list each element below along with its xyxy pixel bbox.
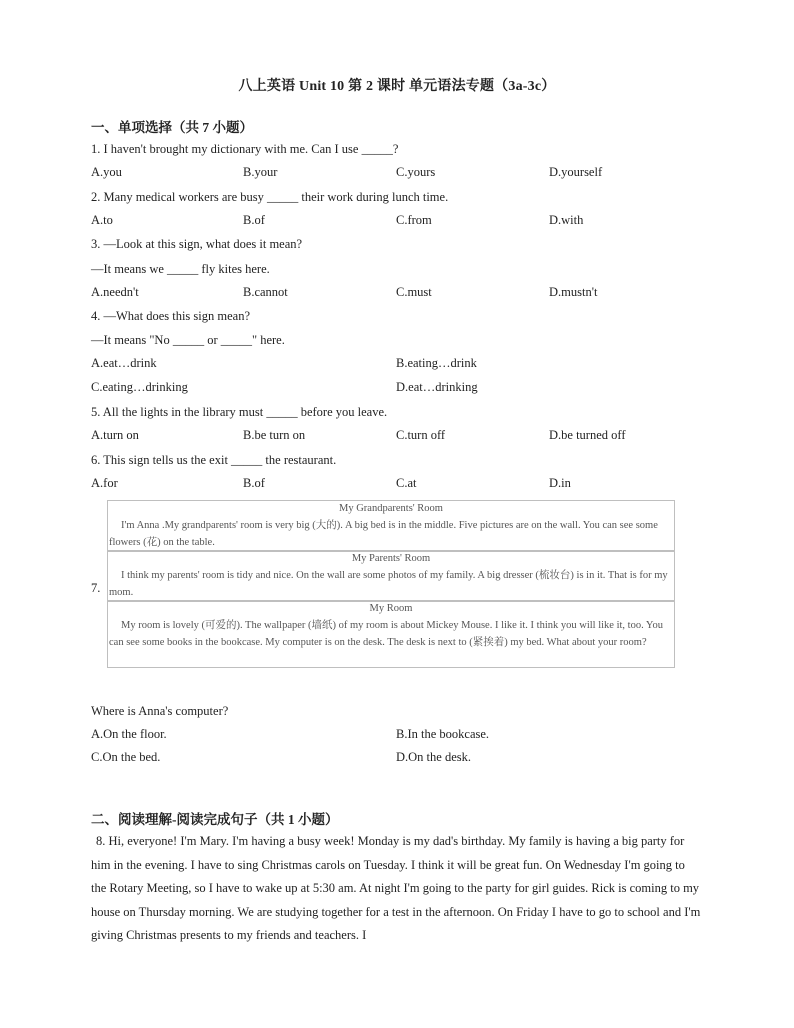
question-1-stem: 1. I haven't brought my dictionary with me. Can I use _____? xyxy=(91,142,399,156)
question-3-option-b: B.cannot xyxy=(243,285,288,299)
question-2-option-a: A.to xyxy=(91,213,113,227)
reading-box-3-text: My room is lovely (可爱的). The wallpaper (墙纸) of my room is about Mickey Mouse. I like it. I think you will like it, too. You can see some books in the bookcase. My computer is on the desk. The desk is next to (紧挨着) my bed. What about your room? xyxy=(109,620,663,648)
section-heading-single-choice: 一、单项选择（共 7 小题） xyxy=(91,120,253,135)
question-6-option-c: C.at xyxy=(396,476,417,490)
question-5-stem: 5. All the lights in the library must _____ before you leave. xyxy=(91,405,388,419)
question-7-option-a: A.On the floor. xyxy=(91,727,167,741)
reading-box-2-text: I think my parents' room is tidy and nice. On the wall are some photos of my family. A big dresser (梳妆台) is in it. That is for my mom. xyxy=(109,570,668,598)
question-4-option-d: D.eat…drinking xyxy=(396,380,478,394)
question-4-option-b: B.eating…drink xyxy=(396,356,477,370)
question-6-stem: 6. This sign tells us the exit _____ the restaurant. xyxy=(91,453,337,467)
question-2-stem: 2. Many medical workers are busy _____ their work during lunch time. xyxy=(91,190,449,204)
question-2-option-b: B.of xyxy=(243,213,265,227)
question-7-option-c: C.On the bed. xyxy=(91,750,161,764)
question-7-number: 7. xyxy=(91,581,101,595)
question-3-option-a: A.needn't xyxy=(91,285,139,299)
question-4-stem-2: —It means "No _____ or _____" here. xyxy=(91,333,285,347)
reading-box-2-title: My Parents' Room xyxy=(351,553,431,564)
question-6-option-d: D.in xyxy=(549,476,571,490)
question-7-option-d: D.On the desk. xyxy=(396,750,471,764)
reading-box-my-room xyxy=(107,600,675,668)
question-7-question: Where is Anna's computer? xyxy=(91,704,229,718)
question-3-stem-2: —It means we _____ fly kites here. xyxy=(91,262,270,276)
question-5-option-a: A.turn on xyxy=(91,428,139,442)
question-2-option-c: C.from xyxy=(396,213,432,227)
reading-box-grandparents-room xyxy=(107,500,675,552)
question-1-option-c: C.yours xyxy=(396,165,436,179)
section-heading-reading: 二、阅读理解-阅读完成句子（共 1 小题） xyxy=(91,812,339,827)
question-1-option-b: B.your xyxy=(243,165,278,179)
question-3-option-d: D.mustn't xyxy=(549,285,598,299)
question-6-option-a: A.for xyxy=(91,476,118,490)
question-6-option-b: B.of xyxy=(243,476,265,490)
reading-box-3-title: My Room xyxy=(369,603,413,614)
page-title: 八上英语 Unit 10 第 2 课时 单元语法专题（3a-3c） xyxy=(238,79,556,94)
question-5-option-b: B.be turn on xyxy=(243,428,306,442)
question-2-option-d: D.with xyxy=(549,213,584,227)
question-4-stem: 4. —What does this sign mean? xyxy=(91,309,250,323)
reading-box-1-title: My Grandparents' Room xyxy=(339,503,443,514)
question-3-stem: 3. —Look at this sign, what does it mean? xyxy=(91,237,303,251)
question-5-option-c: C.turn off xyxy=(396,428,446,442)
question-1-option-a: A.you xyxy=(91,165,122,179)
question-5-option-d: D.be turned off xyxy=(549,428,626,442)
question-3-option-c: C.must xyxy=(396,285,432,299)
question-8-passage: 8. Hi, everyone! I'm Mary. I'm having a busy week! Monday is my dad's birthday. My family is having a big party for him in the evening. I have to sing Christmas carols on Tuesday. I think it will be great fun. On Wednesday I'm going to the Rotary Meeting, so I have to wake up at 5:30 am. At night I'm going to the party for girl guides. Rick is coming to my house on Thursday morning. We are studying together for a test in the afternoon. On Friday I have to go to school and I'm giving Christmas presents to my friends and teachers. I xyxy=(91,834,701,943)
reading-box-parents-room xyxy=(107,550,675,602)
reading-box-1-text: I'm Anna .My grandparents' room is very big (大的). A big bed is in the middle. Five pictures are on the wall. You can see some flowers (花) on the table. xyxy=(109,520,658,548)
question-7-option-b: B.In the bookcase. xyxy=(396,727,490,741)
question-4-option-a: A.eat…drink xyxy=(91,356,157,370)
question-4-option-c: C.eating…drinking xyxy=(91,380,188,394)
question-1-option-d: D.yourself xyxy=(549,165,603,179)
